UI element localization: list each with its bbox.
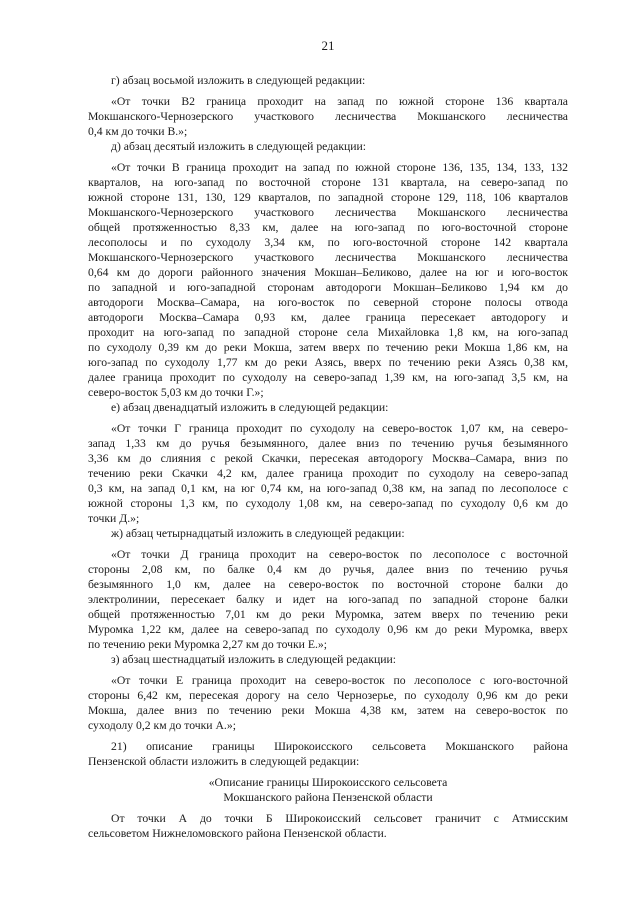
text-line: электролинии, пересекает балку и идет на юго-запад по западной стороне балки (88, 593, 568, 606)
text-line: д) абзац десятый изложить в следующей редакции: (111, 140, 367, 153)
text-line: стороны 6,42 км, пересекая дорогу на село Чернозерье, по суходолу 0,96 км до реки (88, 689, 568, 702)
text-line: суходолу 0,2 км до точки А.»; (88, 719, 236, 732)
text-line: 0,4 км до точки В.»; (88, 125, 188, 138)
text-line: Мокшанского-Чернозерского участкового лесничества Мокшанского лесничества (88, 110, 568, 123)
text-line: общей протяженностью 7,01 км до реки Муромка, затем вверх по течению реки (88, 608, 568, 621)
text-line: стороны 2,08 км, по балке 0,4 км до ручья, далее вниз по течению ручья (88, 563, 568, 576)
text-line: з) абзац шестнадцатый изложить в следующей редакции: (111, 653, 397, 666)
text-line: далее граница проходит по суходолу на северо-запад 1,39 км, на юго-запад 3,5 км, на (88, 371, 568, 384)
text-line: безымянного 1,0 км, далее на северо-восток по восточной стороне балки до (88, 578, 568, 591)
text-line: 21) описание границы Широкоисского сельсовета Мокшанского района (111, 740, 568, 753)
text-line: южной стороне 131, 130, 129 кварталов, по западной стороне 129, 118, 106 кварталов (88, 191, 568, 204)
text-line: г) абзац восьмой изложить в следующей редакции: (111, 74, 366, 87)
text-line: «От точки В граница проходит на запад по южной стороне 136, 135, 134, 133, 132 (111, 161, 568, 174)
text-line: е) абзац двенадцатый изложить в следующей редакции: (111, 401, 389, 414)
text-line: Пензенской области изложить в следующей редакции: (88, 755, 360, 768)
text-line: 0,64 км до дороги районного значения Мокшан–Беликово, далее на юг и юго-восток (88, 266, 568, 279)
text-line: северо-восток 5,03 км до точки Г.»; (88, 386, 264, 399)
text-line: «От точки Г граница проходит по суходолу на северо-восток 1,07 км, на северо- (111, 422, 568, 435)
page-number: 21 (321, 38, 335, 53)
text-line: течению реки Скачки 4,2 км, далее граница проходит по суходолу на северо-запад (88, 467, 568, 480)
text-line: ж) абзац четырнадцатый изложить в следующей редакции: (111, 527, 405, 540)
text-line: Мокша, далее вниз по течению реки Мокша 4,38 км, затем на северо-восток по (88, 704, 568, 717)
text-line: общей протяженностью 8,33 км, далее на юго-запад по юго-восточной стороне (88, 221, 568, 234)
text-line: по суходолу 0,39 км до реки Мокша, затем вверх по течению реки Мокша 1,86 км, на (88, 341, 568, 354)
text-line: Мокшанского-Чернозерского участкового лесничества Мокшанского лесничества (88, 206, 568, 219)
text-line: автодороги Москва–Самара 0,93 км, далее граница пересекает автодорогу и (88, 311, 568, 324)
text-line: лесополосы и по суходолу 3,34 км, по юго-восточной стороне 142 квартала (88, 236, 568, 249)
text-line: «Описание границы Широкоисского сельсовета (208, 776, 448, 789)
text-line: «От точки Д граница проходит на северо-восток по лесополосе с восточной (111, 548, 568, 561)
text-line: кварталов, на юго-запад по восточной стороне 131 квартала, на северо-запад по (88, 176, 568, 189)
text-line: От точки А до точки Б Широкоисский сельсовет граничит с Атмисским (111, 812, 568, 825)
text-line: по течению реки Муромка 2,27 км до точки Е.»; (88, 638, 328, 651)
text-line: запад 1,33 км до ручья безымянного, далее вниз по течению ручья безымянного (88, 437, 568, 450)
text-line: автодороги Москва–Самара, на юго-восток по северной стороне полосы отвода (88, 296, 568, 309)
text-line: сельсоветом Нижнеломовского района Пензенской области. (88, 827, 387, 840)
text-line: «От точки В2 граница проходит на запад по южной стороне 136 квартала (111, 95, 568, 108)
text-line: южной стороны 1,3 км, по суходолу 1,08 км, на северо-запад по суходолу 0,6 км до (88, 497, 568, 510)
text-line: Мокшанского-Чернозерского участкового лесничества Мокшанского лесничества (88, 251, 568, 264)
text-line: Муромка 1,22 км, далее на северо-запад по суходолу 0,96 км до реки Муромка, вверх (88, 623, 568, 636)
text-line: 3,36 км до слияния с рекой Скачки, пересекая автодорогу Москва–Самара, вниз по (88, 452, 568, 465)
text-line: «От точки Е граница проходит на северо-восток по лесополосе с юго-восточной (111, 674, 568, 687)
document-body (88, 73, 568, 841)
text-line: точки Д.»; (88, 512, 140, 525)
text-line: проходит на юго-запад по западной стороне села Михайловка 1,8 км, на юго-запад (88, 326, 568, 339)
text-line: 0,3 км, на запад 0,1 км, на юг 0,74 км, на юго-запад 0,38 км, на запад по лесополосе с (88, 482, 568, 495)
text-line: юго-запад по суходолу 1,77 км до реки Азясь, вверх по течению реки Азясь 0,38 км, (88, 356, 568, 369)
text-line: Мокшанского района Пензенской области (223, 791, 433, 804)
text-line: по западной и юго-западной сторонам автодороги Мокшан–Беликово 1,94 км до (88, 281, 568, 294)
